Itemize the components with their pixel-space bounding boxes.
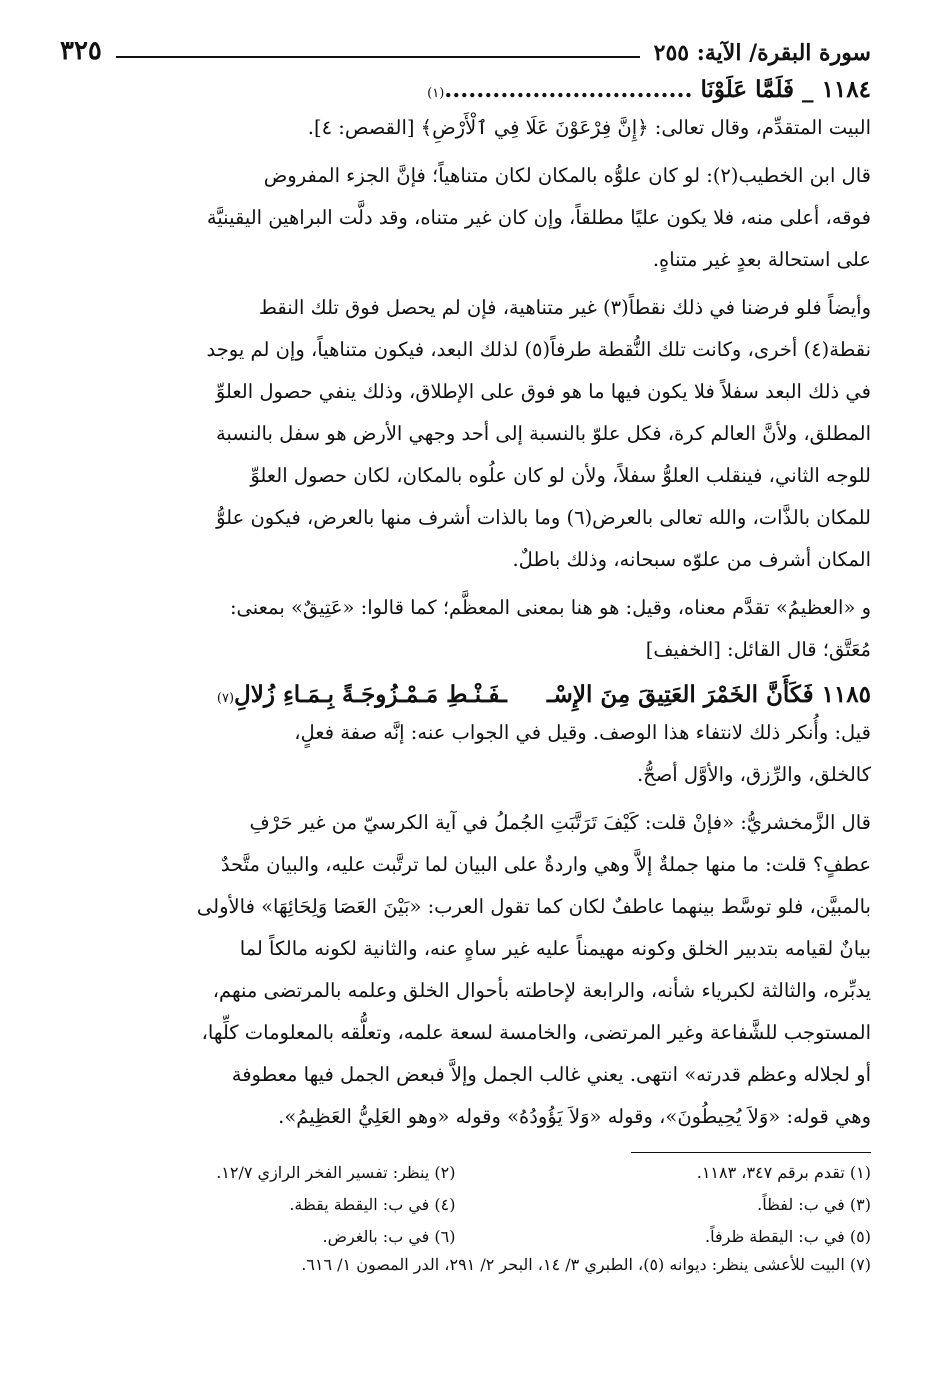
header-rule bbox=[116, 56, 640, 58]
footnote-1: (١) تقدم برقم ٣٤٧، ١١٨٣. bbox=[696, 1163, 871, 1182]
surah-title: سورة البقرة/ الآية: ٢٥٥ bbox=[653, 40, 871, 66]
text-line: المكان أشرف من علوّه سبحانه، وذلك باطلٌ. bbox=[512, 548, 871, 571]
verse-1185: ١١٨٥ فَكَأَنَّ الخَمْرَ العَتِيقَ مِنَ الإِسْـ ـفَـنْـطِ مَـمْـزُوجَـةً بِـمَـاءِ زُلالِ (٧) bbox=[216, 681, 871, 708]
footnote-6: (٦) في ب: بالغرض. bbox=[322, 1227, 456, 1246]
paragraph-4 bbox=[60, 587, 871, 671]
footnote-2: (٢) ينظر: تفسير الفخر الرازي ١٢/٧. bbox=[216, 1163, 456, 1182]
footnote-5: (٥) في ب: اليقطة ظرفاً. bbox=[705, 1227, 871, 1246]
text-line: وأيضاً فلو فرضنا في ذلك نقطاً(٣) غير متناهية، فإن لم يحصل فوق تلك النقط bbox=[258, 296, 871, 319]
text-line: أو لجلاله وعظم قدرته» انتهى. يعني غالب الجمل وإلاَّ فبعض الجمل فيها معطوفة bbox=[231, 1063, 871, 1086]
footnote-7: (٧) البيت للأعشى ينظر: ديوانه (٥)، الطبري ٣/ ١٤، البحر ٢/ ٢٩١، الدر المصون ١/ ٦١٦. bbox=[301, 1255, 871, 1274]
text-line: المطلق، ولأنَّ العالم كرة، فكل علوّ بالنسبة إلى أحد وجهي الأرض هو سفل بالنسبة bbox=[215, 422, 871, 445]
page-number: ٣٢٥ bbox=[60, 36, 102, 66]
text-line: فوقه، أعلى منه، فلا يكون عليًا مطلقاً، وإن كان غير متناه، وقد دلَّت البراهين اليقينيَّة bbox=[206, 206, 871, 229]
verse-1185-first-hemistich: ١١٨٥ فَكَأَنَّ الخَمْرَ العَتِيقَ مِنَ الإِسْـ bbox=[546, 681, 871, 708]
text-line: مُعَتَّق؛ قال القائل: [الخفيف] bbox=[645, 638, 871, 661]
verse-1184: ١١٨٤ _ فَلَمَّا عَلَوْنَا ............................... (١) bbox=[427, 76, 871, 103]
text-line: للوجه الثاني، فينقلب العلوُّ سفلاً، ولأن لو كان علُوه بالمكان، لكان حصول العلوِّ bbox=[250, 464, 871, 487]
footnote-rule bbox=[631, 1152, 871, 1153]
text-line: بيانٌ لقيامه بتدبير الخلق وكونه مهيمناً عليه غير ساهٍ عنه، والثانية لكونه مالكاً لما bbox=[239, 937, 871, 960]
verse-1184-text: ١١٨٤ _ فَلَمَّا عَلَوْنَا ............................... bbox=[444, 76, 871, 103]
text-line: للمكان بالذَّات، والله تعالى بالعرض(٦) وما بالذات أشرف منها بالعرض، فيكون علوُّ bbox=[216, 506, 871, 529]
text-line: نقطة(٤) أخرى، وكانت تلك النُّقطة طرفاً(٥) لذلك البعد، فيكون متناهياً، وإن لم يوجد bbox=[206, 338, 871, 361]
text-line: بالمبيَّن، فلو توسَّط بينهما عاطفٌ لكان كما تقول العرب: «بَيْنَ العَصَا وَلِحَائِهَا» فالأولى bbox=[196, 895, 871, 918]
paragraph-6 bbox=[60, 802, 871, 1138]
text-line: على استحالة بعدٍ غير متناهٍ. bbox=[652, 248, 871, 271]
text-line: قيل: وأُنكر ذلك لانتفاء هذا الوصف. وقيل في الجواب عنه: إنَّه صفة فعلٍ، bbox=[294, 721, 871, 744]
text-line: قال الزَّمخشريُّ: «فإنْ قلت: كَيْفَ تَرَتَّبَتِ الجُملُ في آية الكرسيّ من غير حَرْفِ bbox=[249, 811, 871, 834]
footnote-3: (٣) في ب: لفظاً. bbox=[757, 1195, 871, 1214]
text-line: و «العظيمُ» تقدَّم معناه، وقيل: هو هنا بمعنى المعظَّم؛ كما قالوا: «عَتِيقٌ» بمعنى: bbox=[229, 596, 871, 619]
text-line: يدبِّره، والثالثة لكبرياء شأنه، والرابعة لإحاطته بأحوال الخلق وعلمه بالمرتضى منهم، bbox=[212, 979, 871, 1002]
footnotes bbox=[60, 1159, 871, 1251]
footnote-4: (٤) في ب: اليقطة يقظة. bbox=[289, 1195, 456, 1214]
text-line: قال ابن الخطيب(٢): لو كان علوُّه بالمكان لكان متناهياً؛ فإنَّ الجزء المفروض bbox=[263, 164, 871, 187]
paragraph-5 bbox=[60, 712, 871, 796]
verse-1185-second-hemistich: ـفَـنْـطِ مَـمْـزُوجَـةً بِـمَـاءِ زُلالِ bbox=[234, 681, 507, 708]
paragraph-2 bbox=[60, 155, 871, 281]
text-line: كالخلق، والرِّزق، والأوَّل أصحُّ. bbox=[636, 763, 871, 786]
text-line: وهي قوله: «وَلاَ يُحِيطُونَ»، وقوله «وَلاَ يَؤُودُهُ» وقوله «وهو العَلِيُّ العَظِيمُ». bbox=[278, 1105, 871, 1128]
page-header bbox=[60, 22, 871, 66]
text-line: البيت المتقدِّم، وقال تعالى: ﴿إِنَّ فِرْعَوْنَ عَلَا فِي ٱلْأَرْضِ﴾ [القصص: ٤]. bbox=[307, 116, 871, 139]
paragraph-3 bbox=[60, 287, 871, 581]
text-line: المستوجب للشَّفاعة وغير المرتضى، والخامسة لسعة علمه، وتعلُّقه بالمعلومات كلِّها، bbox=[201, 1021, 871, 1044]
paragraph-1 bbox=[60, 107, 871, 149]
text-line: عطفٍ؟ قلت: ما منها جملةٌ إلاَّ وهي واردةٌ على البيان لما ترتَّبت عليه، والبيان متَّحدٌ bbox=[220, 853, 871, 876]
text-line: في ذلك البعد سفلاً فلا يكون فيها ما هو فوق على الإطلاق، وذلك ينفي حصول العلوِّ bbox=[215, 380, 871, 403]
